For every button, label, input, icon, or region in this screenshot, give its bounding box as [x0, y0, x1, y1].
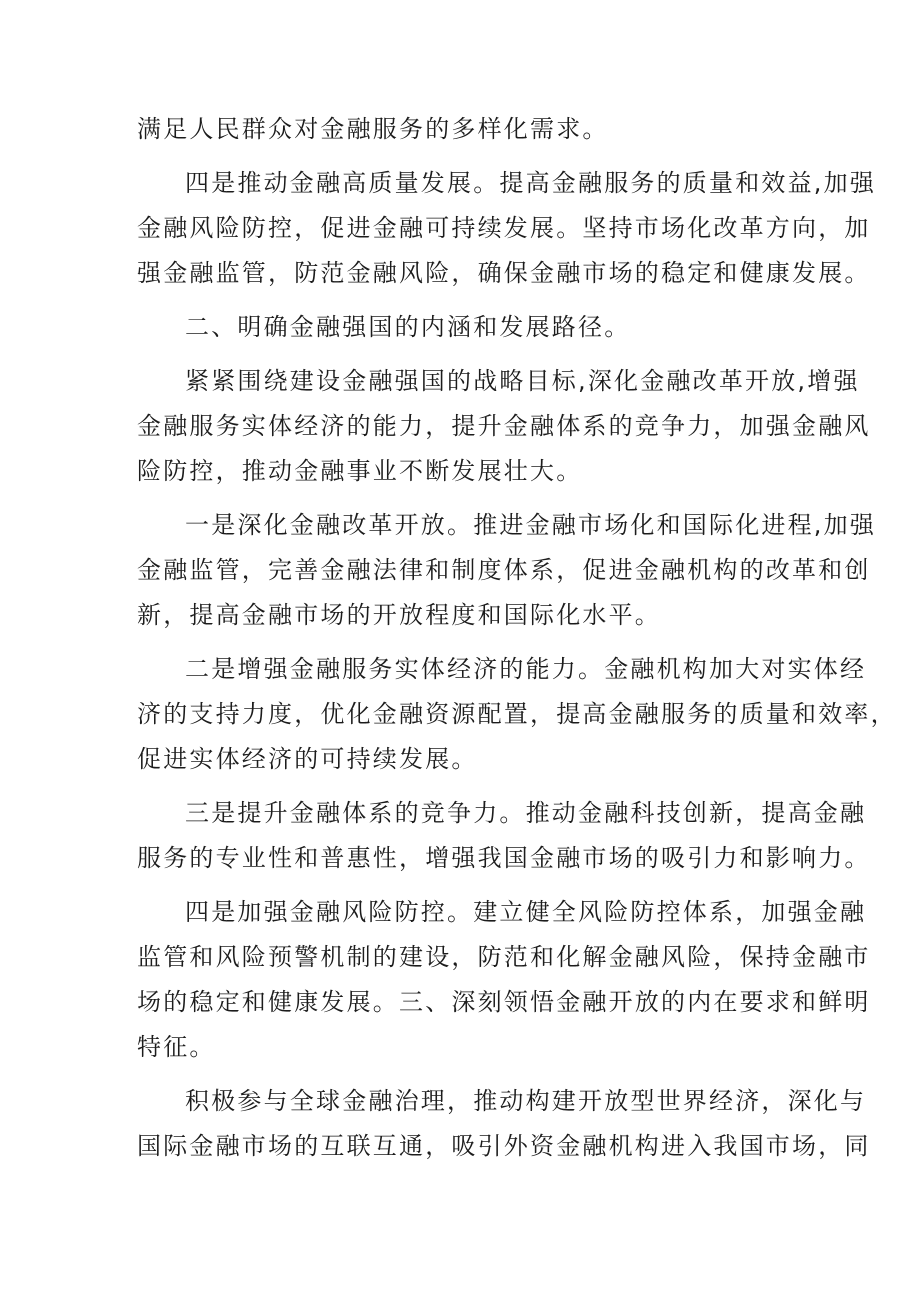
text-line-19: 场的稳定和健康发展。三、深刻领悟金融开放的内在要求和鲜明 [137, 988, 871, 1016]
text-line-22: 国际金融市场的互联互通，吸引外资金融机构进入我国市场，同 [137, 1132, 871, 1160]
text-line-7: 金融服务实体经济的能力，提升金融体系的竞争力，加强金融风 [137, 412, 871, 440]
text-line-8: 险防控，推动金融事业不断发展壮大。 [137, 457, 583, 485]
text-line-10: 金融监管，完善金融法律和制度体系，促进金融机构的改革和创 [137, 556, 871, 584]
text-line-11: 新，提高金融市场的开放程度和国际化水平。 [137, 601, 661, 629]
text-line-20: 特征。 [137, 1033, 216, 1061]
text-line-15: 三是提升金融体系的竞争力。推动金融科技创新，提高金融 [185, 799, 867, 827]
text-line-6: 紧紧围绕建设金融强国的战略目标,深化金融改革开放,增强 [185, 367, 860, 395]
text-line-17: 四是加强金融风险防控。建立健全风险防控体系，加强金融 [185, 898, 867, 926]
text-line-14: 促进实体经济的可持续发展。 [137, 745, 478, 773]
text-line-9: 一是深化金融改革开放。推进金融市场化和国际化进程,加强 [185, 511, 877, 539]
text-line-12: 二是增强金融服务实体经济的能力。金融机构加大对实体经 [185, 655, 867, 683]
text-line-13: 济的支持力度，优化金融资源配置，提高金融服务的质量和效率， [137, 700, 897, 728]
section-heading-2: 二、明确金融强国的内涵和发展路径。 [185, 313, 631, 341]
text-line-2: 四是推动金融高质量发展。提高金融服务的质量和效益,加强 [185, 169, 877, 197]
text-line-21: 积极参与全球金融治理，推动构建开放型世界经济，深化与 [185, 1087, 867, 1115]
text-line-18: 监管和风险预警机制的建设，防范和化解金融风险，保持金融市 [137, 943, 871, 971]
text-line-4: 强金融监管，防范金融风险，确保金融市场的稳定和健康发展。 [137, 259, 871, 287]
text-line-16: 服务的专业性和普惠性，增强我国金融市场的吸引力和影响力。 [137, 844, 871, 872]
text-line-1: 满足人民群众对金融服务的多样化需求。 [137, 115, 609, 143]
text-line-3: 金融风险防控，促进金融可持续发展。坚持市场化改革方向，加 [137, 214, 871, 242]
